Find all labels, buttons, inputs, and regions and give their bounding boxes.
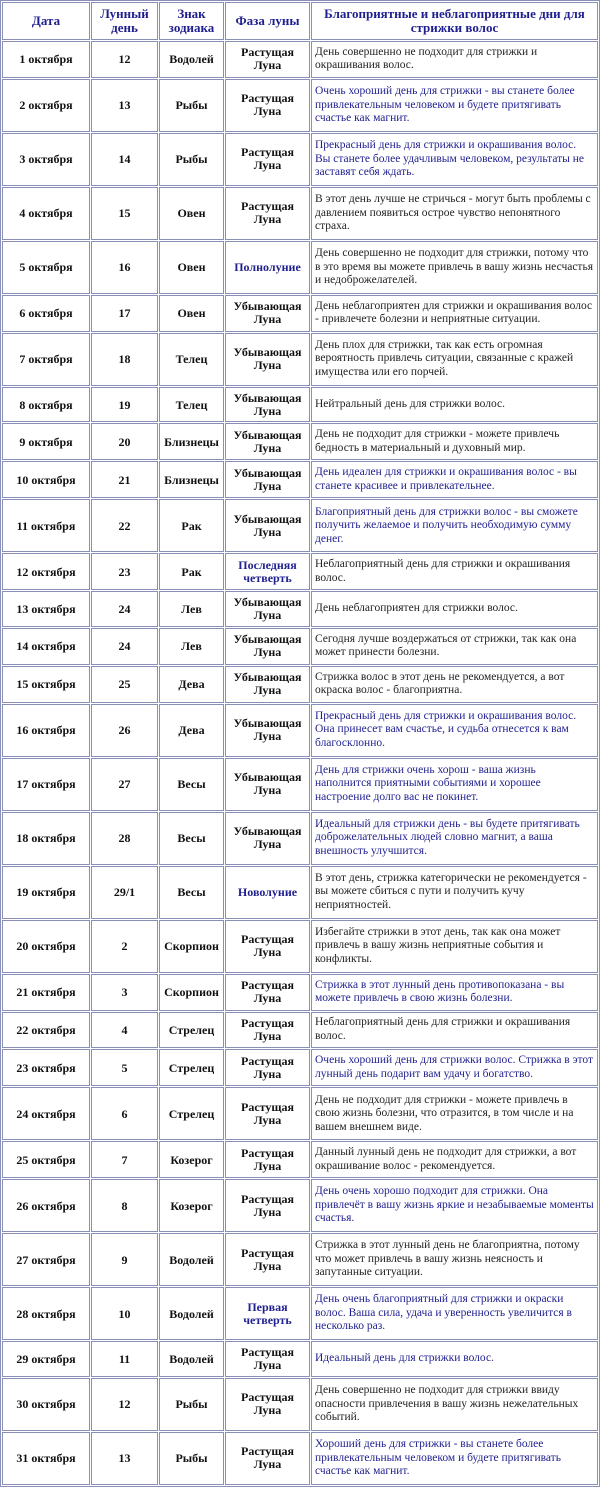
lunar-day-cell: 29/1 — [91, 866, 158, 919]
table-row — [2, 1141, 598, 1178]
table-row — [2, 812, 598, 865]
lunar-day-cell: 5 — [91, 1049, 158, 1086]
table-row — [2, 628, 598, 665]
description-cell: Нейтральный день для стрижки волос. — [311, 387, 598, 423]
moon-phase-cell: Растущая Луна — [225, 187, 310, 240]
table-row — [2, 1233, 598, 1286]
lunar-day-cell: 13 — [91, 79, 158, 132]
date-cell: 19 октября — [2, 866, 90, 919]
table-row — [2, 666, 598, 703]
header-lunar-day: Лунный день — [91, 2, 158, 40]
lunar-day-cell: 15 — [91, 187, 158, 240]
lunar-day-cell: 9 — [91, 1233, 158, 1286]
zodiac-cell: Козерог — [159, 1179, 224, 1232]
description-cell: День не подходит для стрижки - можете привлечь в свою жизнь болезни, что отразится, в том числе и на вашем внешнем виде. — [311, 1087, 598, 1140]
table-row — [2, 41, 598, 78]
date-cell: 29 октября — [2, 1341, 90, 1377]
table-row — [2, 79, 598, 132]
zodiac-cell: Весы — [159, 866, 224, 919]
lunar-day-cell: 17 — [91, 295, 158, 332]
table-row — [2, 553, 598, 590]
header-phase: Фаза луны — [225, 2, 310, 40]
header-description: Благоприятные и неблагоприятные дни для стрижки волос — [311, 2, 598, 40]
table-row — [2, 1287, 598, 1340]
description-cell: День неблагоприятен для стрижки и окрашивания волос - привлечете болезни и неприятные ситуации. — [311, 295, 598, 332]
zodiac-cell: Лев — [159, 591, 224, 627]
zodiac-cell: Весы — [159, 812, 224, 865]
zodiac-cell: Скорпион — [159, 974, 224, 1011]
zodiac-cell: Стрелец — [159, 1049, 224, 1086]
date-cell: 23 октября — [2, 1049, 90, 1086]
lunar-day-cell: 7 — [91, 1141, 158, 1178]
description-cell: В этот день, стрижка категорически не рекомендуется - вы можете сбиться с пути и получить кучу неприятностей. — [311, 866, 598, 919]
description-cell: Данный лунный день не подходит для стрижки, а вот окрашивание волос - рекомендуется. — [311, 1141, 598, 1178]
date-cell: 20 октября — [2, 920, 90, 973]
description-cell: День не подходит для стрижки - можете привлечь бедность в материальный и духовный мир. — [311, 423, 598, 460]
moon-phase-cell: Растущая Луна — [225, 974, 310, 1011]
lunar-day-cell: 10 — [91, 1287, 158, 1340]
moon-phase-cell: Новолуние — [225, 866, 310, 919]
zodiac-cell: Рыбы — [159, 1432, 224, 1485]
moon-phase-cell: Убывающая Луна — [225, 591, 310, 627]
table-row — [2, 1378, 598, 1431]
moon-phase-cell: Растущая Луна — [225, 1179, 310, 1232]
moon-phase-cell: Последняя четверть — [225, 553, 310, 590]
date-cell: 25 октября — [2, 1141, 90, 1178]
date-cell: 15 октября — [2, 666, 90, 703]
zodiac-cell: Овен — [159, 295, 224, 332]
header-date: Дата — [2, 2, 90, 40]
date-cell: 16 октября — [2, 704, 90, 757]
zodiac-cell: Водолей — [159, 1341, 224, 1377]
description-cell: Прекрасный день для стрижки и окрашивания волос. Она принесет вам счастье, и судьба отнесется к вам благосклонно. — [311, 704, 598, 757]
description-cell: Неблагоприятный день для стрижки и окрашивания волос. — [311, 1012, 598, 1049]
table-row — [2, 461, 598, 498]
lunar-day-cell: 22 — [91, 499, 158, 552]
header-row — [2, 2, 598, 40]
moon-phase-cell: Убывающая Луна — [225, 333, 310, 386]
moon-phase-cell: Убывающая Луна — [225, 704, 310, 757]
description-cell: Прекрасный день для стрижки и окрашивания волос. Вы станете более удачливым человеком, результаты не заставят себя ждать. — [311, 133, 598, 186]
moon-phase-cell: Растущая Луна — [225, 920, 310, 973]
moon-phase-cell: Растущая Луна — [225, 1012, 310, 1049]
lunar-day-cell: 25 — [91, 666, 158, 703]
table-row — [2, 704, 598, 757]
table-row — [2, 866, 598, 919]
description-cell: Избегайте стрижки в этот день, так как она может привлечь в вашу жизнь неприятные события и конфликты. — [311, 920, 598, 973]
table-row — [2, 133, 598, 186]
lunar-day-cell: 24 — [91, 628, 158, 665]
lunar-day-cell: 13 — [91, 1432, 158, 1485]
lunar-day-cell: 23 — [91, 553, 158, 590]
description-cell: Очень хороший день для стрижки волос. Стрижка в этот лунный день подарит вам удачу и богатство. — [311, 1049, 598, 1086]
moon-phase-cell: Растущая Луна — [225, 1378, 310, 1431]
table-row — [2, 1049, 598, 1086]
moon-phase-cell: Убывающая Луна — [225, 628, 310, 665]
date-cell: 12 октября — [2, 553, 90, 590]
description-cell: Стрижка в этот лунный день противопоказана - вы можете привлечь в свою жизнь болезни. — [311, 974, 598, 1011]
description-cell: Благоприятный день для стрижки волос - вы сможете получить желаемое и получить необходимую сумму денег. — [311, 499, 598, 552]
zodiac-cell: Стрелец — [159, 1012, 224, 1049]
date-cell: 21 октября — [2, 974, 90, 1011]
table-row — [2, 499, 598, 552]
zodiac-cell: Рыбы — [159, 79, 224, 132]
lunar-day-cell: 20 — [91, 423, 158, 460]
moon-phase-cell: Растущая Луна — [225, 79, 310, 132]
description-cell: Идеальный для стрижки день - вы будете притягивать доброжелательных людей словно магнит, а ваша внешность улучшится. — [311, 812, 598, 865]
moon-phase-cell: Убывающая Луна — [225, 461, 310, 498]
moon-phase-cell: Растущая Луна — [225, 1233, 310, 1286]
zodiac-cell: Скорпион — [159, 920, 224, 973]
description-cell: День очень благоприятный для стрижки и окраски волос. Ваша сила, удача и уверенность увеличится в несколько раз. — [311, 1287, 598, 1340]
zodiac-cell: Водолей — [159, 1287, 224, 1340]
description-cell: День для стрижки очень хорош - ваша жизнь наполнится приятными событиями и хорошее настроение долго вас не покинет. — [311, 758, 598, 811]
moon-phase-cell: Убывающая Луна — [225, 499, 310, 552]
table-row — [2, 1012, 598, 1049]
moon-phase-cell: Убывающая Луна — [225, 666, 310, 703]
zodiac-cell: Овен — [159, 241, 224, 294]
lunar-day-cell: 16 — [91, 241, 158, 294]
moon-phase-cell: Полнолуние — [225, 241, 310, 294]
zodiac-cell: Близнецы — [159, 423, 224, 460]
description-cell: День идеален для стрижки и окрашивания волос - вы станете красивее и привлекательнее. — [311, 461, 598, 498]
date-cell: 17 октября — [2, 758, 90, 811]
table-body — [2, 41, 598, 1485]
date-cell: 8 октября — [2, 387, 90, 423]
lunar-day-cell: 12 — [91, 41, 158, 78]
lunar-day-cell: 27 — [91, 758, 158, 811]
zodiac-cell: Близнецы — [159, 461, 224, 498]
table-row — [2, 187, 598, 240]
zodiac-cell: Дева — [159, 704, 224, 757]
table-row — [2, 920, 598, 973]
moon-phase-cell: Растущая Луна — [225, 1087, 310, 1140]
moon-phase-cell: Растущая Луна — [225, 41, 310, 78]
moon-phase-cell: Убывающая Луна — [225, 295, 310, 332]
table-row — [2, 1341, 598, 1377]
moon-phase-cell: Убывающая Луна — [225, 758, 310, 811]
zodiac-cell: Телец — [159, 333, 224, 386]
table-row — [2, 591, 598, 627]
lunar-day-cell: 14 — [91, 133, 158, 186]
lunar-day-cell: 21 — [91, 461, 158, 498]
moon-phase-cell: Растущая Луна — [225, 1341, 310, 1377]
date-cell: 5 октября — [2, 241, 90, 294]
description-cell: Неблагоприятный день для стрижки и окрашивания волос. — [311, 553, 598, 590]
zodiac-cell: Дева — [159, 666, 224, 703]
date-cell: 3 октября — [2, 133, 90, 186]
description-cell: Стрижка волос в этот день не рекомендуется, а вот окраска волос - благоприятна. — [311, 666, 598, 703]
zodiac-cell: Рыбы — [159, 133, 224, 186]
table-row — [2, 295, 598, 332]
description-cell: День совершенно не подходит для стрижки, потому что в это время вы можете привлечь в вашу жизнь несчастья и недоброжелателей. — [311, 241, 598, 294]
lunar-day-cell: 19 — [91, 387, 158, 423]
zodiac-cell: Телец — [159, 387, 224, 423]
lunar-day-cell: 28 — [91, 812, 158, 865]
description-cell: Идеальный день для стрижки волос. — [311, 1341, 598, 1377]
table-row — [2, 333, 598, 386]
date-cell: 7 октября — [2, 333, 90, 386]
lunar-day-cell: 2 — [91, 920, 158, 973]
date-cell: 18 октября — [2, 812, 90, 865]
moon-phase-cell: Растущая Луна — [225, 1432, 310, 1485]
zodiac-cell: Стрелец — [159, 1087, 224, 1140]
date-cell: 10 октября — [2, 461, 90, 498]
description-cell: Хороший день для стрижки - вы станете более привлекательным человеком и будете притягивать счастье как магнит. — [311, 1432, 598, 1485]
lunar-day-cell: 3 — [91, 974, 158, 1011]
description-cell: Сегодня лучше воздержаться от стрижки, так как она может принести болезни. — [311, 628, 598, 665]
table-row — [2, 1179, 598, 1232]
zodiac-cell: Весы — [159, 758, 224, 811]
zodiac-cell: Рак — [159, 499, 224, 552]
lunar-day-cell: 8 — [91, 1179, 158, 1232]
zodiac-cell: Водолей — [159, 41, 224, 78]
lunar-day-cell: 24 — [91, 591, 158, 627]
date-cell: 28 октября — [2, 1287, 90, 1340]
moon-phase-cell: Растущая Луна — [225, 1141, 310, 1178]
description-cell: День неблагоприятен для стрижки волос. — [311, 591, 598, 627]
table-row — [2, 423, 598, 460]
zodiac-cell: Рак — [159, 553, 224, 590]
date-cell: 1 октября — [2, 41, 90, 78]
lunar-day-cell: 18 — [91, 333, 158, 386]
moon-phase-cell: Первая четверть — [225, 1287, 310, 1340]
table-row — [2, 241, 598, 294]
date-cell: 26 октября — [2, 1179, 90, 1232]
date-cell: 14 октября — [2, 628, 90, 665]
lunar-day-cell: 6 — [91, 1087, 158, 1140]
moon-phase-cell: Растущая Луна — [225, 1049, 310, 1086]
description-cell: День совершенно не подходит для стрижки ввиду опасности привлечения в вашу жизнь нежелательных событий. — [311, 1378, 598, 1431]
moon-phase-cell: Убывающая Луна — [225, 423, 310, 460]
lunar-day-cell: 26 — [91, 704, 158, 757]
zodiac-cell: Овен — [159, 187, 224, 240]
description-cell: День плох для стрижки, так как есть огромная вероятность привлечь ситуации, связанные с кражей имущества или его порчей. — [311, 333, 598, 386]
date-cell: 24 октября — [2, 1087, 90, 1140]
lunar-day-cell: 4 — [91, 1012, 158, 1049]
date-cell: 9 октября — [2, 423, 90, 460]
header-zodiac: Знак зодиака — [159, 2, 224, 40]
date-cell: 31 октября — [2, 1432, 90, 1485]
date-cell: 27 октября — [2, 1233, 90, 1286]
moon-phase-cell: Растущая Луна — [225, 133, 310, 186]
description-cell: День совершенно не подходит для стрижки и окрашивания волос. — [311, 41, 598, 78]
zodiac-cell: Козерог — [159, 1141, 224, 1178]
table-row — [2, 974, 598, 1011]
date-cell: 22 октября — [2, 1012, 90, 1049]
description-cell: В этот день лучше не стричься - могут быть проблемы с давлением появиться острое чувство непонятного страха. — [311, 187, 598, 240]
zodiac-cell: Лев — [159, 628, 224, 665]
date-cell: 2 октября — [2, 79, 90, 132]
table-row — [2, 1087, 598, 1140]
date-cell: 11 октября — [2, 499, 90, 552]
moon-phase-cell: Убывающая Луна — [225, 387, 310, 423]
date-cell: 30 октября — [2, 1378, 90, 1431]
zodiac-cell: Водолей — [159, 1233, 224, 1286]
date-cell: 6 октября — [2, 295, 90, 332]
date-cell: 4 октября — [2, 187, 90, 240]
lunar-day-cell: 12 — [91, 1378, 158, 1431]
zodiac-cell: Рыбы — [159, 1378, 224, 1431]
moon-phase-cell: Убывающая Луна — [225, 812, 310, 865]
table-row — [2, 387, 598, 423]
table-row — [2, 758, 598, 811]
description-cell: Стрижка в этот лунный день не благоприятна, потому что может привлечь в вашу жизнь неясность и запутанные ситуации. — [311, 1233, 598, 1286]
lunar-day-cell: 11 — [91, 1341, 158, 1377]
date-cell: 13 октября — [2, 591, 90, 627]
description-cell: День очень хорошо подходит для стрижки. Она привлечёт в вашу жизнь яркие и незабываемые моменты счастья. — [311, 1179, 598, 1232]
description-cell: Очень хороший день для стрижки - вы станете более привлекательным человеком и будете притягивать счастье как магнит. — [311, 79, 598, 132]
table-row — [2, 1432, 598, 1485]
